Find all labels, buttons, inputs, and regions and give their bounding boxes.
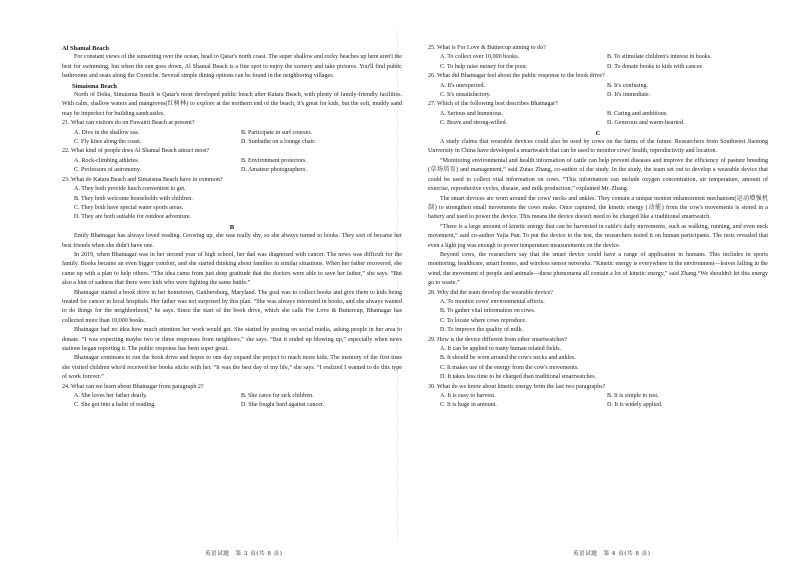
option: D. Amateur photographers.: [241, 167, 307, 174]
option: D. It is widely applied.: [607, 402, 663, 409]
option: B. To stimulate children's interest in books.: [607, 54, 712, 61]
option: B. She cares for sick children.: [241, 393, 314, 400]
option: C. They both have special water sports areas.: [74, 204, 184, 211]
question-26: 26. What did Bhatnagar feel about the public response to the book drive?: [428, 73, 605, 80]
heading-simaisma-beach: Simaisma Beach: [72, 82, 117, 90]
option: C. To locate where cows reproduce.: [440, 317, 527, 324]
option: D. Sunbathe on a lounge chair.: [241, 139, 316, 146]
paragraph: Emily Bhatnagar has always loved reading. Growing up, she was really shy, so she always turned to books. They sort of became her best friends when she didn't have one.: [62, 233, 402, 249]
option: C. It makes use of the energy from the cow's movements.: [440, 364, 579, 371]
left-page-column: [62, 44, 402, 411]
options-22: [62, 157, 402, 176]
paragraph: A study claims that wearable devices could also be used by cows on the farms of the future. Researchers from Southwest Jiaotong University in China have developed a smartwatch that can be used to monitor cows' health, reproductivity and location.: [428, 139, 768, 155]
option: B. It is simple to test.: [607, 393, 659, 400]
option: B. It should be worn around the cow's necks and ankles.: [440, 355, 576, 362]
options-27: [428, 110, 768, 129]
heading-al-shamal-beach: Al Shamal Beach: [62, 45, 109, 52]
option: C. It is huge in amount.: [440, 402, 497, 409]
option: C. Professors of astronomy.: [74, 167, 141, 174]
option: D. It takes less time to be charged than traditional smartwatches.: [440, 374, 597, 381]
option: B. To gather vital information on cows.: [440, 308, 536, 315]
option: C. To help raise money for the poor.: [440, 63, 528, 70]
paragraph: “There is a large amount of kinetic energy that can be harvested in cattle's daily movements, such as walking, running, and even neck movement,” said co-author Yajia Pan. To put the device to the test, the researchers tested it on human participants. The tests revealed that even a light jog was enough to power temperature measurements on the device.: [428, 223, 768, 249]
option: B. It's confusing.: [607, 82, 649, 89]
question-25: 25. What is For Love & Buttercup aiming to do?: [428, 45, 546, 51]
question-21: 21. What can visitors do on Fuwairit Beach at present?: [62, 120, 195, 127]
paragraph: Bhatnagar continues to run the book drive and hopes to one day expand the project to reach more kids. The memory of the first time she visited children who'd received her books sticks with her. “It was the best day of my life,” she says. “I realized I wanted to do this type of work forever.”: [62, 355, 402, 381]
options-23: [62, 185, 402, 223]
option: B. Environment protectors.: [241, 157, 307, 164]
paragraph: Bhatnagar started a book drive in her hometown, Gaithersburg, Maryland. The goal was to collect books and give them to kids being treated for cancer in local hospitals. Her father was not surprised by this plan. “She was always interested in books, and she always wanted to do things for the neighborhood,” he says. Since the start of the book drive, which she calls For Love & Buttercup, Bhatnagar has collected more than 10,000 books.: [62, 289, 402, 324]
paragraph: For constant views of the sunsetting over the ocean, head to Qatar's north coast. The super shallow and rocky beaches up here aren't the best for swimming, but when the sun goes down, Al Shamal Beach is a fine spot to enjoy the scenery and take pictures. You'll find public bathrooms and seats along the Corniche. Several simple dining options can be found in the neighboring villages.: [62, 54, 402, 80]
options-24: [62, 392, 402, 411]
option: B. Caring and ambitious.: [607, 110, 668, 117]
paragraph: “Monitoring environmental and health information of cattle can help prevent diseases and improve the efficiency of pasture breeding (草场培育) and management,” said Zutao Zhang, co-author of the study. In the study, the team set out to develop a wearable device that could be used to collect vital information on cows. “This information can include oxygen concentration, air temperature, amount of exercise, reproductive cycles, disease, and milk production,” explained Mr. Zhang.: [428, 157, 768, 193]
question-27: 27. Which of the following best describes Bhatnagar?: [428, 101, 558, 108]
option: A. To monitor cows' environmental effects.: [440, 298, 545, 305]
option: D. To donate books to kids with cancer.: [607, 63, 703, 70]
option: A. She loves her father dearly.: [74, 393, 148, 400]
paragraph: Beyond cows, the researchers say that the smart device could have a range of application in humans. This includes in sports monitoring, healthcare, smart homes, and wireless sensor networks. “Kinetic energy is everywhere in the environment—leaves falling in the wind, the movement of people and animals—these phenomena all contain a lot of kinetic energy,” said Zhang.“We shouldn't let this energy go to waste.”: [428, 251, 768, 287]
option: A. Serious and humorous.: [440, 110, 503, 117]
option: D. They are both suitable for outdoor adventure.: [74, 214, 191, 221]
paragraph: Bhatnagar had no idea how much attention her work would get. She started by posting on social media, asking people in her area to donate. “I was expecting maybe two or three responses from neighbors,” she says. “But it ended up blowing up,” especially when news stations began reporting it. The public response has been super great.: [62, 327, 402, 352]
question-22: 22. What kind of people does Al Shamal Beach attract most?: [62, 148, 210, 155]
question-30: 30. What do we know about kinetic energy from the last two paragraphs?: [428, 383, 606, 390]
question-28: 28. Why did the team develop the wearable device?: [428, 289, 553, 296]
option: D. It's immediate.: [607, 92, 651, 99]
question-24: 24. What can we learn about Bhatnagar from paragraph 2?: [62, 383, 204, 390]
option: A. To collect over 10,000 books.: [440, 54, 520, 61]
section-c-heading: C: [595, 129, 601, 137]
options-25: [428, 53, 768, 72]
option: A. Rock-climbing athletes.: [74, 157, 140, 164]
options-29: [428, 345, 768, 383]
page-footer-left: 英语试题 第 3 页(共 8 页): [205, 551, 283, 557]
paragraph: North of Doha, Simaisma Beach is Qatar's most developed public beach after Katara Beach, with plenty of family-friendly facilities. With calm, shallow waters and mangroves(红树林) to explore at the northern end of the beach, it's great for kids, but the soft, muddy sand may be imperfect for building sandcastles.: [62, 92, 402, 117]
option: C. She got into a habit of reading.: [74, 402, 156, 409]
option: A. It's unexpected.: [440, 82, 486, 89]
paragraph: In 2019, when Bhatnagar was in her second year of high school, her dad was diagnosed with cancer. The news was difficult for the family. Books became an even bigger comfort, and she started thinking about families in similar situations. When her father recovered, she came up with a plan to help others. “The idea came from just deep gratitude that the doctors were able to save her father,” she says. “But also a hint of sadness that there were kids who were fighting the same battle.”: [62, 251, 402, 287]
option: A. They both provide lunch convenient to get.: [74, 186, 186, 193]
option: A. It can be applied to many human related fields.: [440, 346, 562, 352]
question-23: 23. What do Katara Beach and Simaisma Beach have in common?: [62, 176, 223, 183]
right-page-column: [428, 44, 768, 411]
options-28: [428, 298, 768, 336]
option: D. She fought hard against cancer.: [241, 402, 325, 409]
section-b-heading: B: [229, 223, 235, 231]
option: C. Brave and strong-willed.: [440, 120, 508, 127]
option: C. It's unsatisfactory.: [440, 92, 491, 99]
option: A. Dive in the shallow sea.: [74, 129, 140, 136]
options-21: [62, 129, 402, 148]
option: B. They both welcome households with children.: [74, 195, 193, 202]
option: D. Generous and warm-hearted.: [607, 120, 685, 127]
options-30: [428, 392, 768, 411]
option: A. It is easy to harvest.: [440, 393, 496, 400]
option: D. To improve the quality of milk.: [440, 327, 524, 334]
option: C. Fly kites along the coast.: [74, 139, 142, 146]
question-29: 29. How is the device different from other smartwatches?: [428, 336, 568, 343]
page-footer-right: 英语试题 第 4 页(共 8 页): [573, 551, 651, 557]
options-26: [428, 82, 768, 101]
option: B. Participate in surf courses.: [241, 129, 313, 136]
paragraph: The smart devices are worn around the cows' necks and ankles. They contain a unique motion enhancement mechanism(运动增强机制) to strengthen small movements the cows make. Once captured, the kinetic energy (动能) from the cow's movements is stored in a battery and used to power the device. This means the device doesn't need to be charged like a traditional smartwatch.: [428, 195, 768, 221]
